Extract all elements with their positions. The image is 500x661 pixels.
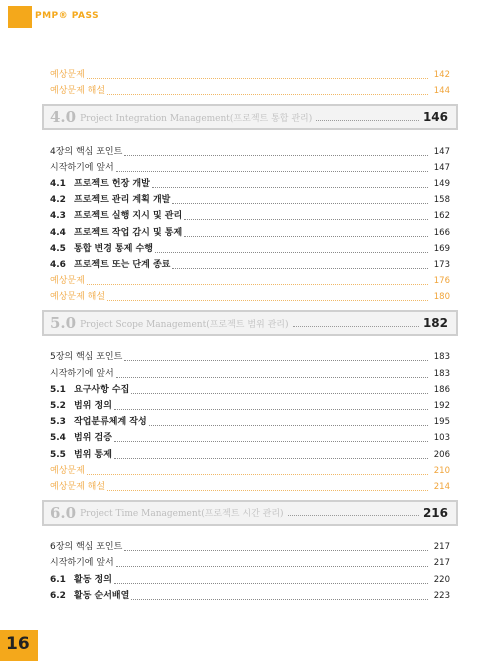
dot-leader (131, 599, 428, 600)
entry-title: 요구사항 수집 (74, 384, 130, 395)
entry-page: 173 (433, 259, 450, 270)
entry-title: 시작하기에 앞서 (50, 558, 114, 569)
dot-leader (152, 187, 428, 188)
chapter-title: Project Integration Management(프로젝트 통합 관리) (80, 113, 313, 124)
entry-page: 176 (433, 276, 450, 287)
entry-title: 프로젝트 관리 계획 개발 (74, 195, 171, 206)
dot-leader (114, 409, 428, 410)
chapter-heading[interactable] (42, 104, 458, 130)
dot-leader (87, 284, 428, 285)
entry-title: 4장의 핵심 포인트 (50, 146, 123, 157)
chapter-heading[interactable] (42, 500, 458, 526)
toc-entry[interactable] (50, 240, 450, 256)
entry-page: 183 (433, 368, 450, 379)
entry-page: 186 (433, 384, 450, 395)
entry-page: 214 (433, 481, 450, 492)
section-number: 5.1 (50, 384, 66, 395)
entry-page: 149 (433, 178, 450, 189)
entry-title: 활동 정의 (74, 574, 112, 585)
entry-page: 162 (433, 211, 450, 222)
toc-entry[interactable] (50, 587, 450, 603)
table-of-contents (50, 66, 450, 603)
entry-page: 144 (433, 86, 450, 97)
book-brand: PMP® PASS (35, 11, 100, 21)
chapter-title: Project Time Management(프로젝트 시간 관리) (80, 509, 284, 520)
dot-leader (107, 94, 428, 95)
toc-exercise-entry[interactable] (50, 462, 450, 478)
toc-entry[interactable] (50, 159, 450, 175)
toc-entry[interactable] (50, 142, 450, 158)
dot-leader (293, 326, 419, 327)
chapter-number: 4.0 (50, 108, 77, 127)
dot-leader (316, 120, 419, 121)
toc-entry[interactable] (50, 223, 450, 239)
chapter-heading[interactable] (42, 310, 458, 336)
section-number: 4.5 (50, 243, 66, 254)
toc-entry[interactable] (50, 445, 450, 461)
toc-entry[interactable] (50, 397, 450, 413)
dot-leader (124, 155, 428, 156)
entry-page: 223 (433, 590, 450, 601)
entry-page: 166 (433, 227, 450, 238)
dot-leader (184, 236, 428, 237)
toc-entry[interactable] (50, 348, 450, 364)
entry-title: 프로젝트 작업 감시 및 통제 (74, 227, 183, 238)
section-number: 5.4 (50, 433, 66, 444)
entry-page: 103 (433, 433, 450, 444)
header-accent-bar (8, 6, 32, 28)
dot-leader (114, 458, 428, 459)
dot-leader (114, 583, 428, 584)
entry-page: 195 (433, 417, 450, 428)
section-number: 4.1 (50, 178, 66, 189)
section-number: 6.1 (50, 574, 66, 585)
page-number-tab (0, 630, 38, 661)
toc-exercise-entry[interactable] (50, 82, 450, 98)
entry-title: 범위 정의 (74, 401, 112, 411)
entry-page: 206 (433, 449, 450, 460)
section-number: 6.2 (50, 590, 66, 601)
dot-leader (172, 268, 428, 269)
section-number: 5.5 (50, 449, 66, 460)
section-number: 5.3 (50, 417, 66, 428)
entry-title: 통합 변경 통제 수행 (74, 243, 153, 254)
toc-entry[interactable] (50, 381, 450, 397)
dot-leader (116, 566, 428, 567)
chapter-page: 216 (422, 505, 448, 520)
dot-leader (116, 171, 428, 172)
entry-title: 프로젝트 실행 지시 및 관리 (74, 211, 183, 222)
entry-page: 217 (433, 542, 450, 553)
toc-entry[interactable] (50, 538, 450, 554)
entry-title: 프로젝트 또는 단계 종료 (74, 259, 171, 270)
entry-page: 210 (433, 465, 450, 476)
dot-leader (288, 515, 419, 516)
entry-title: 범위 검증 (74, 433, 112, 444)
toc-entry[interactable] (50, 207, 450, 223)
toc-exercise-entry[interactable] (50, 288, 450, 304)
chapter-page: 182 (422, 316, 448, 331)
toc-entry[interactable] (50, 429, 450, 445)
dot-leader (149, 425, 428, 426)
dot-leader (124, 550, 428, 551)
dot-leader (87, 78, 428, 79)
entry-title: 예상문제 (50, 276, 85, 287)
dot-leader (155, 252, 428, 253)
entry-page: 220 (433, 574, 450, 585)
dot-leader (172, 203, 428, 204)
dot-leader (107, 490, 428, 491)
entry-page: 217 (433, 558, 450, 569)
entry-page: 183 (433, 352, 450, 363)
entry-title: 예상문제 해설 (50, 292, 106, 303)
toc-exercise-entry[interactable] (50, 272, 450, 288)
section-number: 4.3 (50, 211, 66, 222)
entry-title: 6장의 핵심 포인트 (50, 542, 123, 553)
section-number: 4.2 (50, 195, 66, 206)
entry-page: 147 (433, 146, 450, 157)
entry-title: 예상문제 해설 (50, 481, 106, 492)
entry-page: 192 (433, 401, 450, 411)
entry-title: 작업분류체계 작성 (74, 417, 147, 428)
section-number: 5.2 (50, 401, 66, 411)
toc-entry[interactable] (50, 413, 450, 429)
section-number: 4.6 (50, 259, 66, 270)
entry-page: 158 (433, 195, 450, 206)
toc-entry[interactable] (50, 364, 450, 380)
chapter-page: 146 (422, 110, 448, 125)
entry-title: 활동 순서배열 (74, 590, 130, 601)
dot-leader (131, 393, 428, 394)
entry-title: 예상문제 (50, 465, 85, 476)
dot-leader (124, 360, 428, 361)
dot-leader (116, 377, 428, 378)
entry-title: 프로젝트 헌장 개발 (74, 178, 150, 189)
chapter-title: Project Scope Management(프로젝트 범위 관리) (80, 319, 289, 330)
entry-title: 시작하기에 앞서 (50, 162, 114, 173)
entry-page: 169 (433, 243, 450, 254)
page-number: 16 (6, 634, 30, 654)
entry-title: 예상문제 해설 (50, 86, 106, 97)
entry-title: 5장의 핵심 포인트 (50, 352, 123, 363)
section-number: 4.4 (50, 227, 66, 238)
dot-leader (114, 441, 428, 442)
toc-entry[interactable] (50, 175, 450, 191)
entry-page: 142 (433, 70, 450, 81)
chapter-number: 5.0 (50, 314, 77, 333)
toc-entry[interactable] (50, 570, 450, 586)
toc-exercise-entry[interactable] (50, 66, 450, 82)
toc-exercise-entry[interactable] (50, 478, 450, 494)
toc-entry[interactable] (50, 554, 450, 570)
entry-page: 147 (433, 162, 450, 173)
entry-title: 범위 통제 (74, 449, 112, 460)
toc-entry[interactable] (50, 256, 450, 272)
dot-leader (184, 219, 428, 220)
entry-page: 180 (433, 292, 450, 303)
dot-leader (107, 300, 428, 301)
entry-title: 예상문제 (50, 70, 85, 81)
dot-leader (87, 474, 428, 475)
toc-entry[interactable] (50, 191, 450, 207)
chapter-number: 6.0 (50, 503, 77, 522)
entry-title: 시작하기에 앞서 (50, 368, 114, 379)
